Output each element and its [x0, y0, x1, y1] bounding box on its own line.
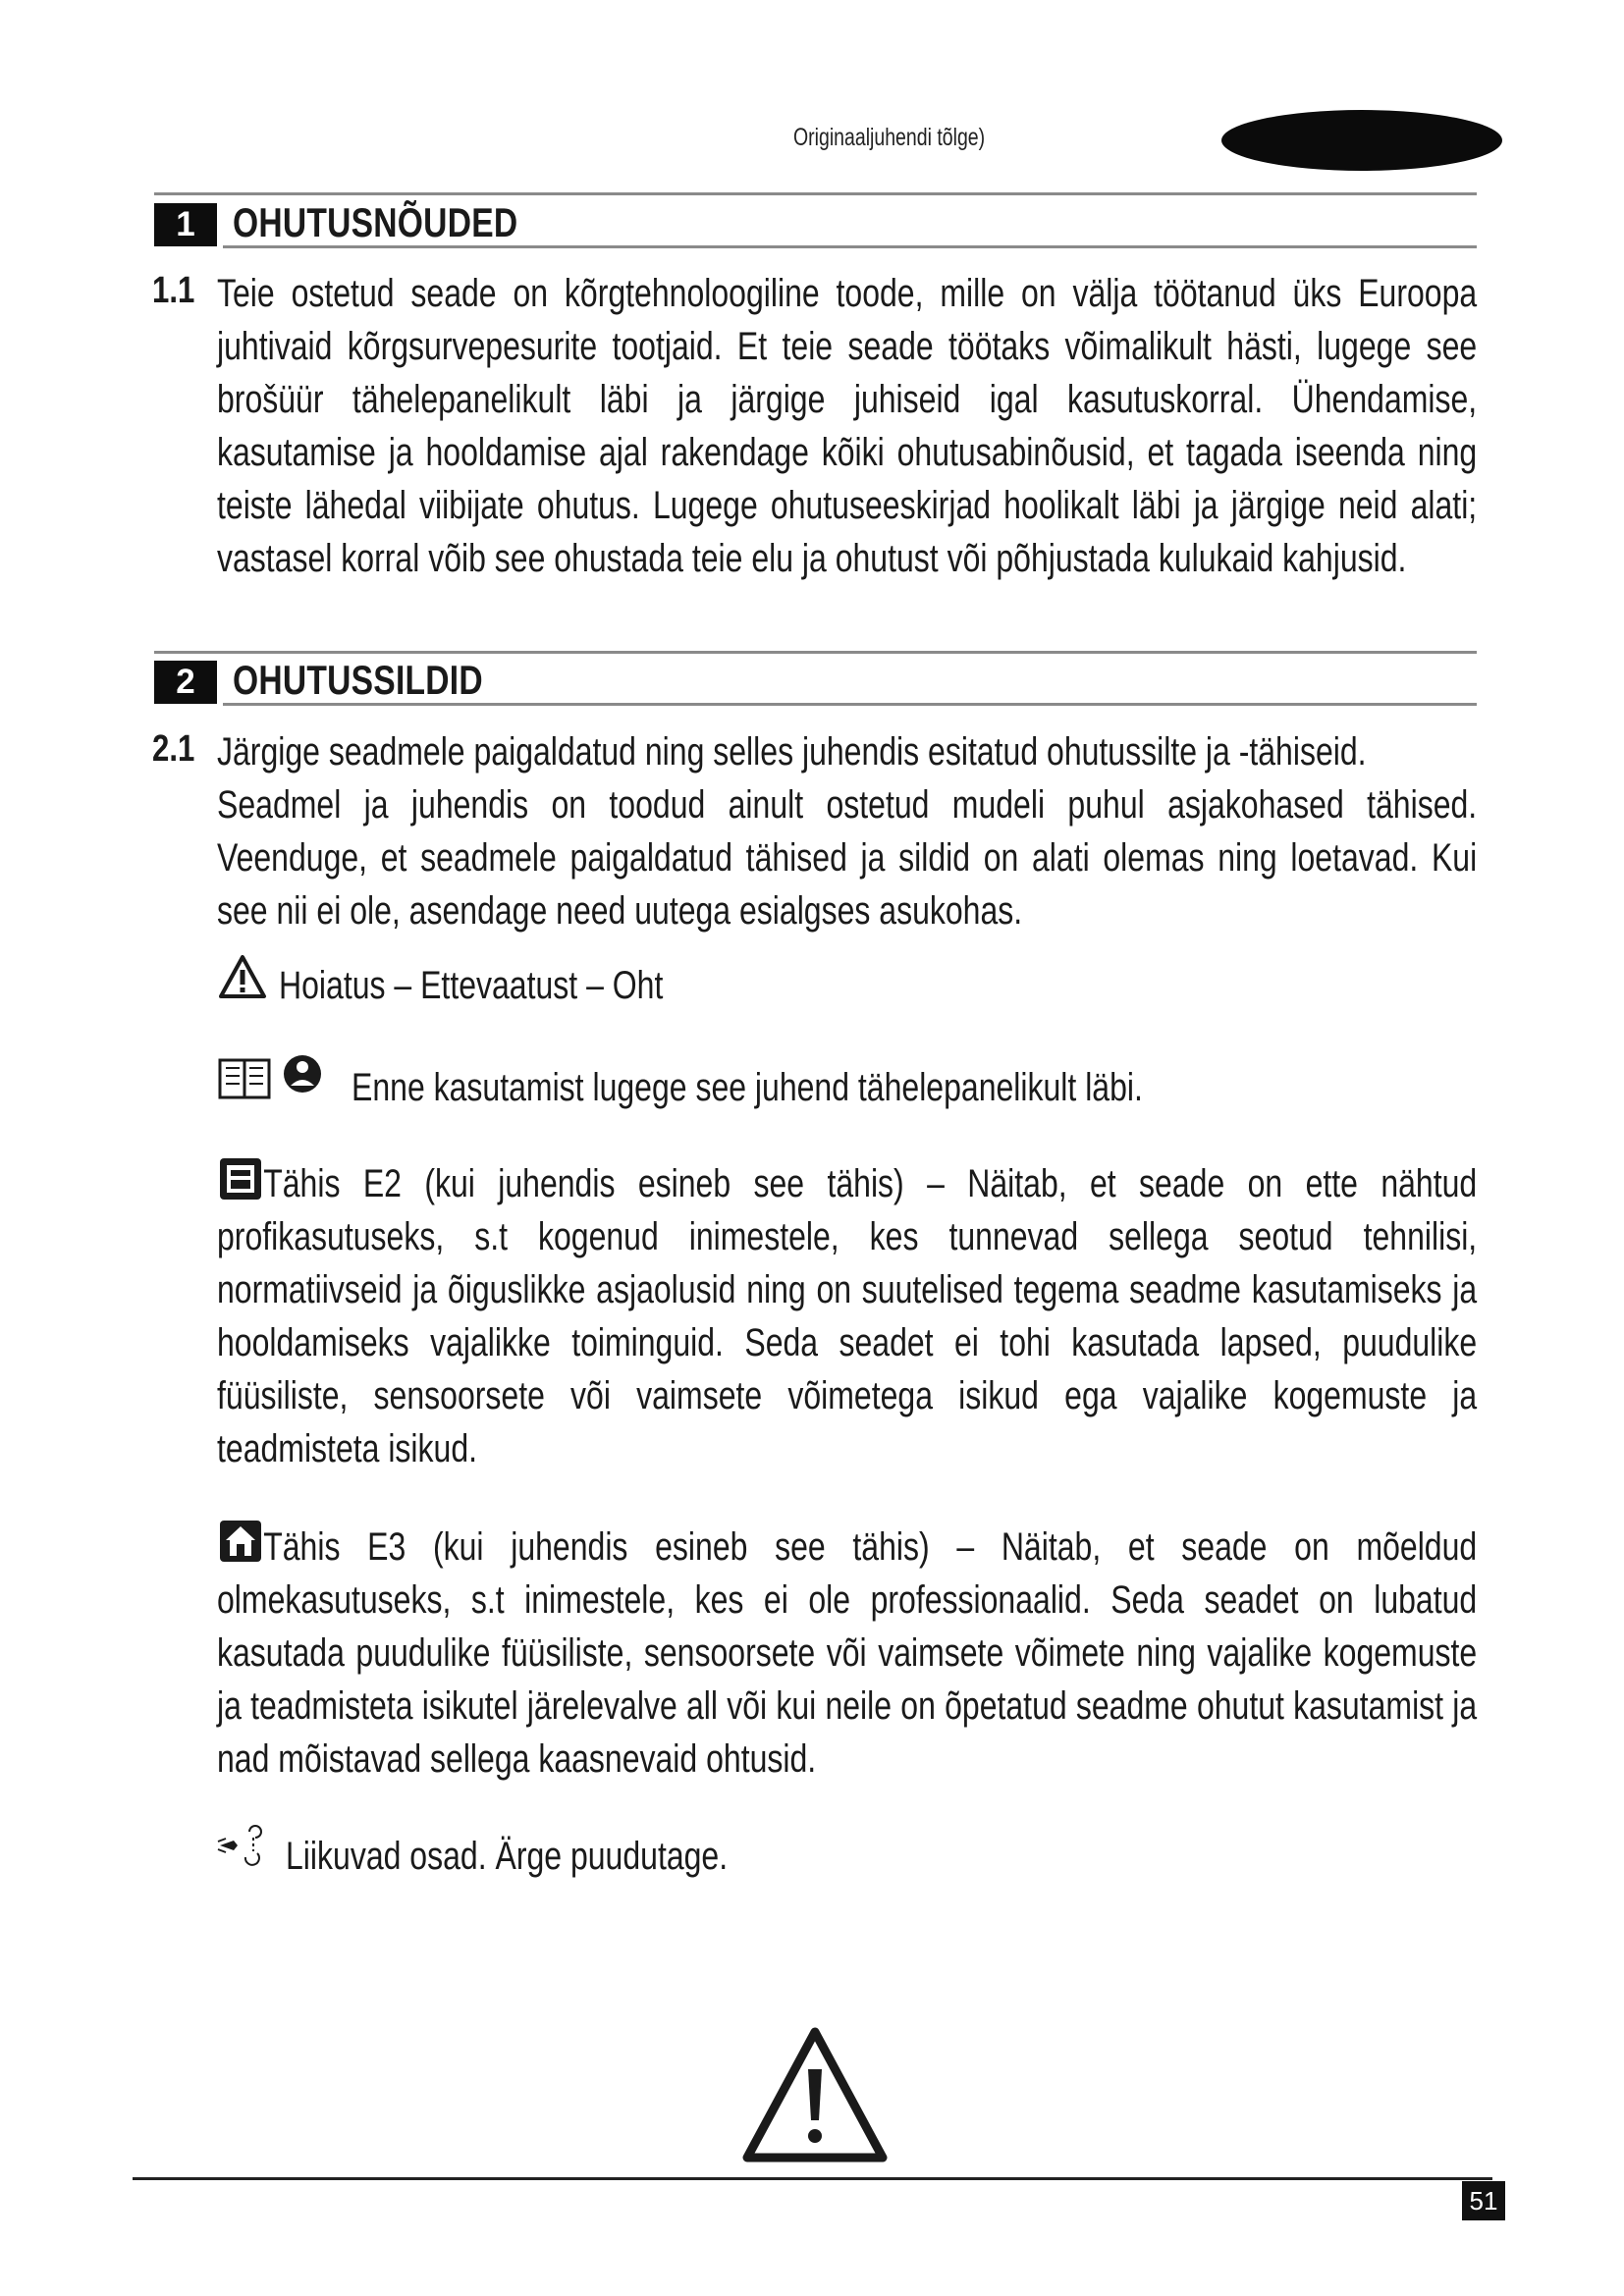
- warning-triangle-icon: [741, 2026, 889, 2163]
- e2-symbol-text: Tähis E2 (kui juhendis esineb see tähis) – Näitab, et seade on ette nähtud profikasutuseks, s.t kogenud inimestele, kes tunnevad sellega seotud tehnilisi, normatiivseid ja õiguslikke asjaolusid ning on suutelised tegema seadme kasutamiseks ja hooldamiseks vajalikke toiminguid. Seda seadet ei tohi kasutada lapsed, puudulike füüsiliste, sensoorsete või vaimsete võimetega isikud ega vajalike kogemuste ja teadmisteta isikud.: [217, 1162, 1478, 1470]
- paragraph-1-1-number: 1.1: [152, 270, 195, 311]
- footer-rule: [133, 2177, 1492, 2180]
- section-2-bottom-rule: [223, 703, 1477, 706]
- warning-symbol-text: Hoiatus – Ettevaatust – Oht: [279, 964, 664, 1007]
- section-2-number: 2: [154, 661, 217, 704]
- language-badge: [1221, 110, 1502, 171]
- section-2-title: OHUTUSSILDID: [233, 657, 483, 703]
- moving-parts-icon: [216, 1824, 265, 1873]
- read-manual-text: Enne kasutamist lugege see juhend tähelepanelikult läbi.: [352, 1066, 1143, 1109]
- warning-triangle-icon: [218, 954, 267, 999]
- running-header: Originaaljuhendi tõlge): [793, 124, 986, 151]
- section-1-top-rule: [154, 192, 1477, 195]
- paragraph-2-1-body: Seadmel ja juhendis on toodud ainult ostetud mudeli puhul asjakohased tähised. Veenduge, et seadmele paigaldatud tähised ja sildid on alati olemas ning loetavad. Kui see nii ei ole, asendage need uutega esialgses asukohas.: [217, 783, 1478, 933]
- e3-symbol-text: Tähis E3 (kui juhendis esineb see tähis) – Näitab, et seade on mõeldud olmekasutuseks, s.t inimestele, kes ei ole professionaalid. Seda seadet on lubatud kasutada puudulike füüsiliste, sensoorsete või vaimsete võimete ning vajalike kogemuste ja teadmisteta isikutel järelevalve all või kui neile on õpetatud seadme ohutut kasutamist ja nad mõistavad sellega kaasnevaid ohtusid.: [217, 1525, 1478, 1781]
- paragraph-2-1-first-line: Järgige seadmele paigaldatud ning selles juhendis esitatud ohutussilte ja -tähiseid.: [217, 730, 1367, 774]
- section-1-number: 1: [154, 203, 217, 246]
- section-1-title: OHUTUSNÕUDED: [233, 199, 518, 245]
- paragraph-1-1: Teie ostetud seade on kõrgtehnoloogiline toode, mille on välja töötanud üks Euroopa juhtivaid kõrgsurvepesurite tootjaid. Et teie seade töötaks võimalikult hästi, lugege see brošüür tähelepanelikult läbi ja järgige juhiseid igal kasutuskorral. Ühendamise, kasutamise ja hooldamise ajal rakendage kõiki ohutusabinõusid, et tagada iseenda ning teiste lähedal viibijate ohutus. Lugege ohutuseeskirjad hoolikalt läbi ja järgige neid alati; vastasel korral võib see ohustada teie elu ja ohutust või põhjustada kulukaid kahjusid.: [217, 272, 1478, 580]
- read-manual-icon: [218, 1054, 326, 1103]
- page-number: 51: [1462, 2181, 1505, 2220]
- section-1-bottom-rule: [223, 245, 1477, 248]
- section-2-top-rule: [154, 651, 1477, 654]
- moving-parts-text: Liikuvad osad. Ärge puudutage.: [286, 1835, 729, 1878]
- paragraph-2-1-number: 2.1: [152, 728, 195, 770]
